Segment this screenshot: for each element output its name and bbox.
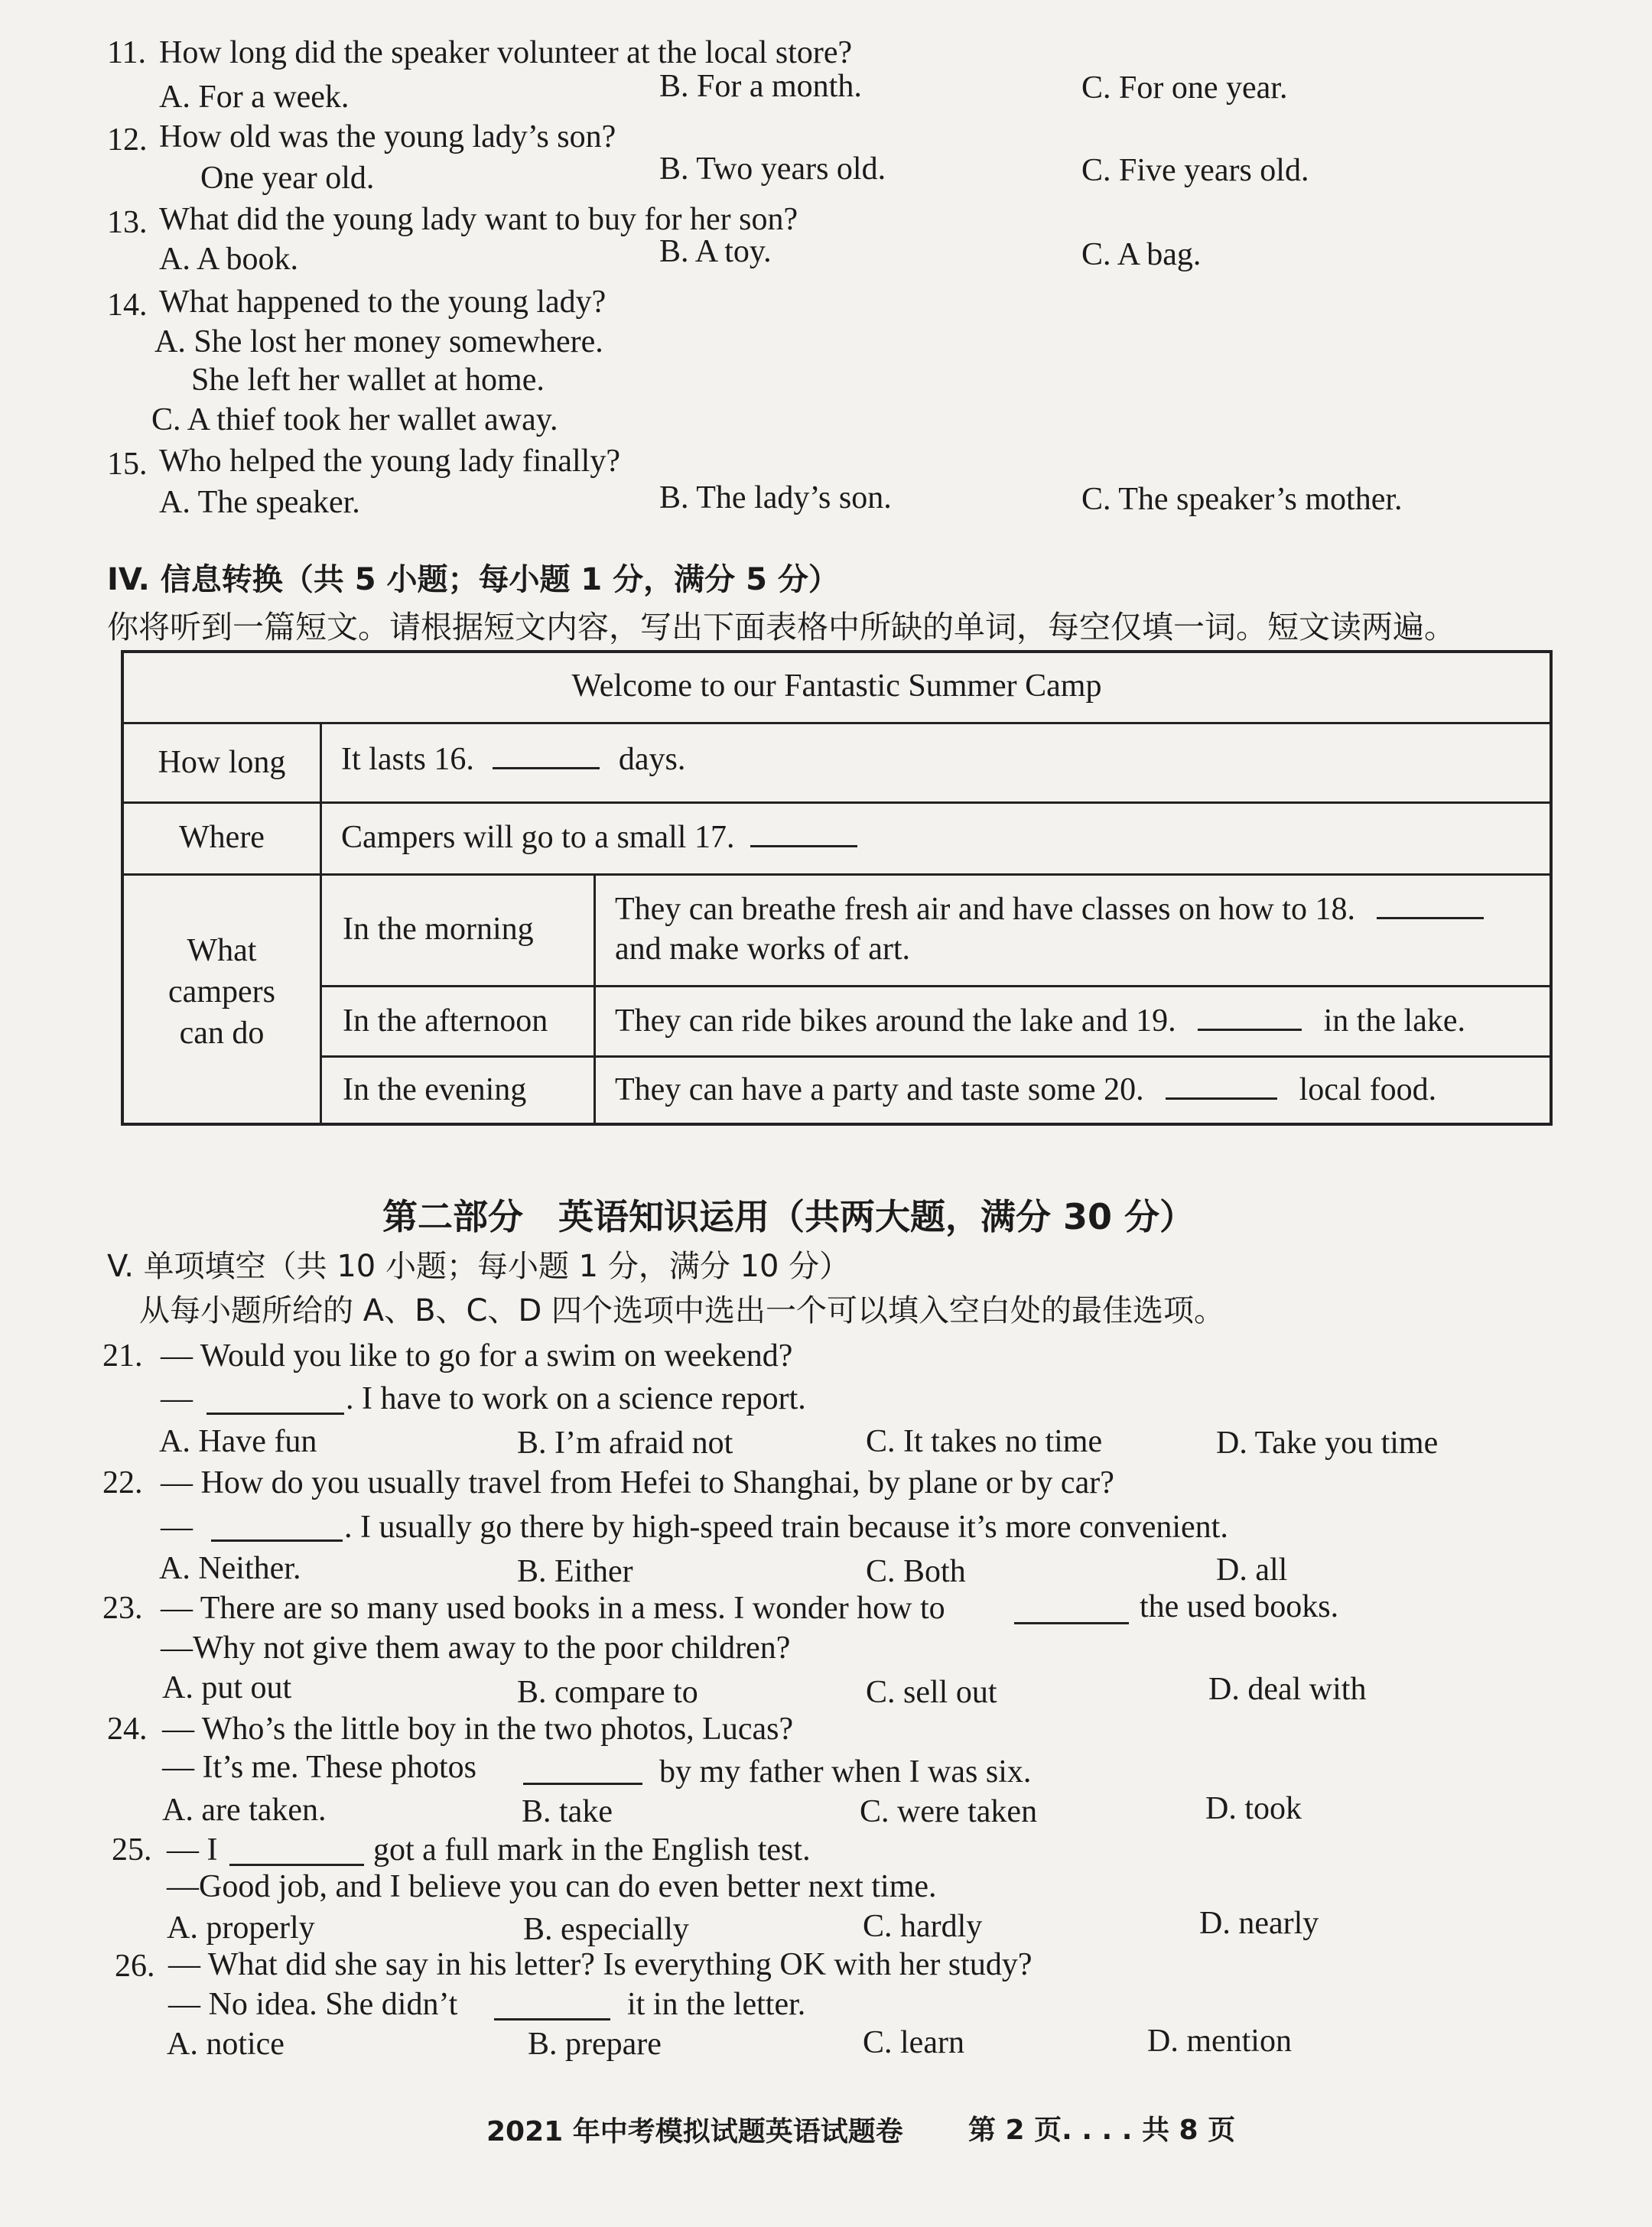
option-d: D. Take you time [1216,1426,1439,1461]
part-two-heading: 第二部分 英语知识运用（共两大题，满分 30 分） [382,1196,1195,1237]
option-c: C. It takes no time [866,1424,1103,1459]
option-a: A. For a week. [159,80,350,115]
option-a: A. Neither. [159,1551,301,1586]
morning-text-2: and make works of art. [615,931,911,967]
question-line1: — Who’s the little boy in the two photos, Lucas? [162,1712,794,1747]
answer-blank-23[interactable] [1014,1621,1129,1624]
option-d: D. all [1216,1552,1288,1588]
question-dash: — [161,1510,193,1545]
question-text: How old was the young lady’s son? [159,119,616,154]
option-a: A. She lost her money somewhere. [154,324,603,359]
morning-text-a: They can breathe fresh air and have classes on how to 18. [615,892,1355,927]
question-dash: — [161,1381,193,1416]
how-long-text-b: days. [618,742,686,777]
how-long-text-a: It lasts 16. [341,742,474,777]
section-iv-instruction: 你将听到一篇短文。请根据短文内容，写出下面表格中所缺的单词，每空仅填一词。短文读两遍。 [107,609,1455,645]
section-v-instruction: 从每小题所给的 A、B、C、D 四个选项中选出一个可以填入空白处的最佳选项。 [139,1293,1224,1328]
answer-blank-17[interactable] [750,844,857,847]
question-line2: —Why not give them away to the poor children? [161,1630,791,1666]
question-line2: . I usually go there by high-speed train because it’s more convenient. [344,1510,1228,1545]
info-table [121,650,1553,1126]
option-c: C. The speaker’s mother. [1081,482,1403,517]
option-d: D. deal with [1208,1672,1367,1707]
answer-blank-25[interactable] [229,1863,364,1866]
question-line2: . I have to work on a science report. [346,1381,806,1416]
option-b: She left her wallet at home. [191,362,545,398]
question-number: 13. [107,205,148,240]
option-b: B. A toy. [659,234,772,269]
option-a: One year old. [200,161,375,196]
question-number: 11. [107,35,146,70]
question-line2: — No idea. She didn’t [168,1987,458,2022]
answer-blank-20[interactable] [1166,1097,1277,1100]
question-line2-end: by my father when I was six. [659,1754,1032,1790]
option-b: B. Either [517,1554,633,1589]
question-text: What did the young lady want to buy for her son? [159,202,798,237]
answer-blank-18[interactable] [1377,916,1484,919]
option-a: A. put out [162,1670,292,1705]
afternoon-label: In the afternoon [343,1003,548,1039]
option-b: B. I’m afraid not [517,1426,733,1461]
option-c: C. For one year. [1081,70,1288,106]
question-text: How long did the speaker volunteer at the local store? [159,35,853,70]
option-c: C. were taken [860,1794,1038,1829]
option-d: D. took [1205,1791,1302,1826]
where-label: Where [179,820,265,855]
option-b: B. For a month. [659,69,862,104]
option-b: B. prepare [528,2027,662,2062]
option-a: A. The speaker. [159,485,360,520]
question-number: 21. [102,1338,143,1374]
question-number: 22. [102,1465,143,1500]
question-line1: — What did she say in his letter? Is everything OK with her study? [168,1947,1032,1982]
question-line1-end: got a full mark in the English test. [373,1832,811,1868]
question-line1: — How do you usually travel from Hefei to Shanghai, by plane or by car? [161,1465,1114,1500]
question-number: 15. [107,447,148,482]
answer-blank-19[interactable] [1198,1028,1302,1031]
option-b: B. Two years old. [659,151,886,187]
page-number: 第 2 页. . . . 共 8 页 [968,2115,1236,2146]
afternoon-text-b: in the lake. [1323,1003,1466,1039]
question-number: 14. [107,288,148,323]
question-number: 26. [115,1949,155,1984]
table-title: Welcome to our Fantastic Summer Camp [571,668,1102,704]
option-a: A. Have fun [159,1424,317,1459]
what-label-1: What [187,933,257,968]
what-label-2: campers [168,974,275,1009]
section-iv-heading: IV. 信息转换（共 5 小题；每小题 1 分，满分 5 分） [107,562,839,597]
afternoon-text-a: They can ride bikes around the lake and 19. [615,1003,1176,1039]
how-long-text [341,739,685,780]
question-text: Who helped the young lady finally? [159,444,620,479]
question-number: 12. [107,122,148,158]
option-b: B. compare to [517,1675,698,1710]
question-line1-end: the used books. [1140,1589,1339,1624]
where-text-a: Campers will go to a small 17. [341,820,735,855]
option-a: A. properly [167,1910,315,1946]
answer-blank-22[interactable] [211,1539,343,1542]
where-text [341,817,857,858]
question-number: 25. [112,1832,152,1868]
option-b: B. take [522,1794,613,1829]
option-a: A. are taken. [162,1793,327,1828]
option-a: A. A book. [159,242,299,277]
question-line1: — I [167,1832,218,1868]
option-d: D. nearly [1199,1906,1319,1941]
evening-text-a: They can have a party and taste some 20. [615,1072,1144,1107]
option-c: C. learn [863,2025,964,2060]
answer-blank-21[interactable] [206,1412,344,1415]
question-number: 24. [107,1712,148,1747]
option-c: C. A thief took her wallet away. [151,402,558,437]
option-b: B. especially [523,1912,689,1947]
option-c: C. sell out [866,1675,997,1710]
option-b: B. The lady’s son. [659,480,892,515]
question-line2-end: it in the letter. [627,1987,806,2022]
question-number: 23. [102,1591,143,1626]
morning-label: In the morning [343,912,534,947]
evening-label: In the evening [343,1072,527,1107]
answer-blank-16[interactable] [493,766,600,769]
option-c: C. Five years old. [1081,153,1309,188]
question-line2: —Good job, and I believe you can do even better next time. [167,1869,937,1904]
footer-title: 2021 年中考模拟试题英语试题卷 [486,2116,903,2147]
evening-text [615,1069,1436,1110]
question-line2: — It’s me. These photos [162,1750,477,1785]
option-c: C. A bag. [1081,237,1202,272]
option-a: A. notice [167,2027,285,2062]
option-c: C. Both [866,1554,966,1589]
section-v-heading: V. 单项填空（共 10 小题；每小题 1 分，满分 10 分） [107,1249,850,1284]
option-d: D. mention [1147,2024,1292,2059]
answer-blank-26[interactable] [494,2017,610,2021]
question-line1: — Would you like to go for a swim on weekend? [161,1338,793,1374]
question-line1: — There are so many used books in a mess. I wonder how to [161,1591,945,1626]
option-c: C. hardly [863,1909,983,1944]
evening-text-b: local food. [1299,1072,1437,1107]
afternoon-text [615,1000,1465,1042]
how-long-label: How long [158,745,286,780]
morning-text-1 [615,889,1484,930]
question-text: What happened to the young lady? [159,284,606,320]
what-label-3: can do [179,1016,265,1051]
answer-blank-24[interactable] [523,1782,642,1785]
